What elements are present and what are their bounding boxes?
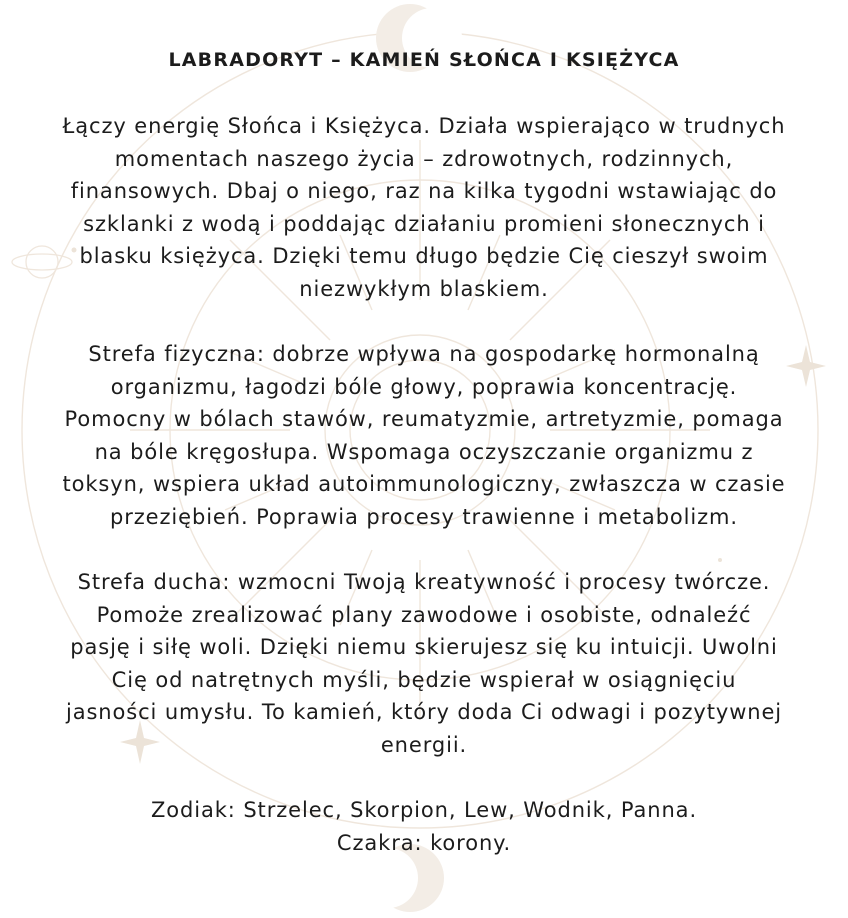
document-title: LABRADORYT – KAMIEŃ SŁOŃCA I KSIĘŻYCA	[168, 49, 680, 71]
chakra-line: Czakra: korony.	[336, 830, 512, 855]
zodiac-chakra-paragraph	[20, 794, 828, 859]
text-line: Pomocny w bólach stawów, reumatyzmie, artretyzmie, pomaga	[64, 407, 784, 432]
text-line: Łączy energię Słońca i Księżyca. Działa wspierająco w trudnych	[62, 114, 786, 138]
text-line: Pomoże zrealizować plany zawodowe i osobiste, odnaleźć	[96, 602, 752, 627]
text-line: Cię od natrętnych myśli, będzie wspierał w osiągnięciu	[111, 667, 737, 692]
text-line: jasności umysłu. To kamień, który doda Ci odwagi i pozytywnej	[65, 700, 783, 725]
text-line: szklanki z wodą i poddając działaniu promieni słonecznych i	[83, 211, 765, 236]
text-line: Strefa ducha: wzmocni Twoją kreatywność i procesy twórcze.	[77, 570, 771, 594]
text-line: finansowych. Dbaj o niego, raz na kilka tygodni wstawiając do	[70, 179, 778, 204]
text-line: toksyn, wspiera układ autoimmunologiczny, zwłaszcza w czasie	[62, 472, 786, 497]
text-line: niezwykłym blaskiem.	[299, 276, 549, 301]
physical-sphere-paragraph	[20, 338, 828, 534]
spirit-sphere-paragraph	[20, 566, 828, 762]
text-line: momentach naszego życia – zdrowotnych, rodzinnych,	[114, 146, 734, 171]
text-line: na bóle kręgosłupa. Wspomaga oczyszczanie organizmu z	[94, 439, 754, 464]
text-line: przeziębień. Poprawia procesy trawienne i metabolizm.	[109, 504, 738, 529]
intro-paragraph	[20, 110, 828, 306]
text-line: energii.	[380, 732, 468, 757]
zodiac-line: Zodiak: Strzelec, Skorpion, Lew, Wodnik, Panna.	[150, 798, 698, 822]
text-line: pasję i siłę woli. Dzięki niemu skierujesz się ku intuicji. Uwolni	[70, 635, 778, 660]
text-line: organizmu, łagodzi bóle głowy, poprawia koncentrację.	[110, 374, 738, 399]
text-line: Strefa fizyczna: dobrze wpływa na gospodarkę hormonalną	[88, 342, 760, 366]
text-line: blasku księżyca. Dzięki temu długo będzie Cię cieszył swoim	[79, 244, 769, 269]
